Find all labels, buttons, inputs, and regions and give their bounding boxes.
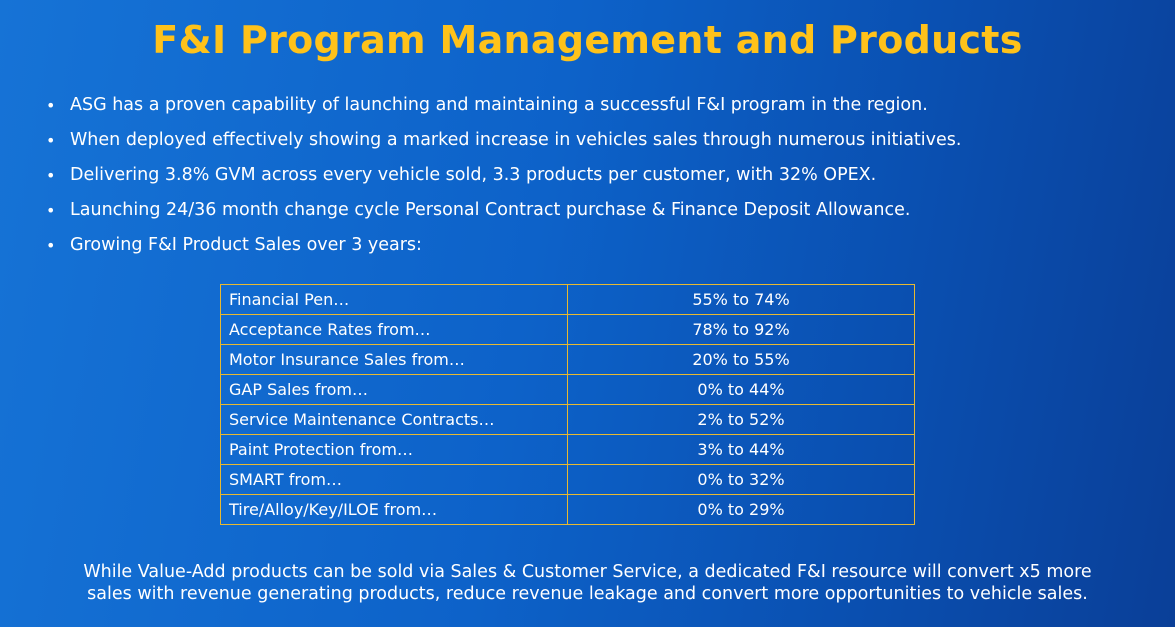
- row-label: Motor Insurance Sales from…: [221, 345, 568, 375]
- bullet-list: [44, 88, 1154, 263]
- footer-statement: [20, 561, 1155, 605]
- row-value: 0% to 44%: [568, 375, 915, 405]
- bullet-text: Growing F&I Product Sales over 3 years:: [70, 235, 422, 255]
- bullet-text: Delivering 3.8% GVM across every vehicle sold, 3.3 products per customer, with 32% OPEX.: [70, 165, 877, 185]
- bullet-dot-icon: •: [46, 201, 56, 220]
- table-row: [221, 435, 915, 465]
- table-row: [221, 315, 915, 345]
- row-label: Service Maintenance Contracts…: [221, 405, 568, 435]
- footer-line: sales with revenue generating products, reduce revenue leakage and convert more opportunities to vehicle sales.: [87, 584, 1088, 604]
- row-value: 3% to 44%: [568, 435, 915, 465]
- bullet-dot-icon: •: [46, 131, 56, 150]
- table-row: [221, 285, 915, 315]
- bullet-item: [44, 88, 1154, 123]
- sales-growth-table: [220, 284, 915, 525]
- table-row: [221, 375, 915, 405]
- bullet-item: [44, 158, 1154, 193]
- bullet-item: [44, 228, 1154, 263]
- bullet-dot-icon: •: [46, 166, 56, 185]
- bullet-text: Launching 24/36 month change cycle Personal Contract purchase & Finance Deposit Allowance.: [70, 200, 911, 220]
- row-value: 0% to 29%: [568, 495, 915, 525]
- table-row: [221, 345, 915, 375]
- table-row: [221, 465, 915, 495]
- row-value: 20% to 55%: [568, 345, 915, 375]
- bullet-text: When deployed effectively showing a marked increase in vehicles sales through numerous initiatives.: [70, 130, 962, 150]
- row-label: Financial Pen…: [221, 285, 568, 315]
- row-label: Tire/Alloy/Key/ILOE from…: [221, 495, 568, 525]
- page-title: F&I Program Management and Products: [152, 18, 1023, 62]
- row-value: 78% to 92%: [568, 315, 915, 345]
- table-row: [221, 495, 915, 525]
- bullet-item: [44, 193, 1154, 228]
- row-label: GAP Sales from…: [221, 375, 568, 405]
- bullet-item: [44, 123, 1154, 158]
- row-label: Acceptance Rates from…: [221, 315, 568, 345]
- bullet-text: ASG has a proven capability of launching and maintaining a successful F&I program in the region.: [70, 95, 928, 115]
- bullet-dot-icon: •: [46, 96, 56, 115]
- row-value: 0% to 32%: [568, 465, 915, 495]
- footer-line: While Value-Add products can be sold via Sales & Customer Service, a dedicated F&I resource will convert x5 more: [83, 562, 1092, 582]
- sales-growth-table-grid: [220, 284, 915, 525]
- row-value: 55% to 74%: [568, 285, 915, 315]
- bullet-dot-icon: •: [46, 236, 56, 255]
- row-value: 2% to 52%: [568, 405, 915, 435]
- row-label: SMART from…: [221, 465, 568, 495]
- table-row: [221, 405, 915, 435]
- row-label: Paint Protection from…: [221, 435, 568, 465]
